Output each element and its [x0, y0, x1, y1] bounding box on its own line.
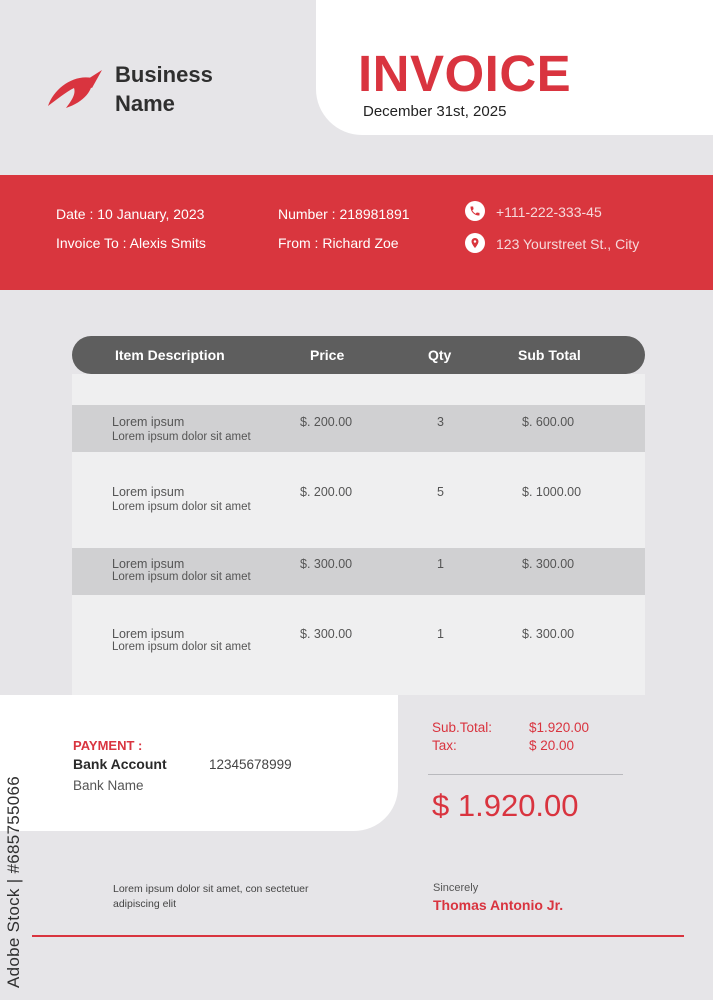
bank-account-label: Bank Account: [73, 756, 167, 772]
table-row-price: $. 300.00: [300, 557, 353, 571]
footer-note: Lorem ipsum dolor sit amet, con sectetuer adipiscing elit: [113, 883, 309, 910]
column-header-subtotal: Sub Total: [518, 347, 581, 363]
business-name-line1: Business: [115, 62, 213, 87]
table-row-price: $. 300.00: [300, 627, 353, 641]
table-row-qty: 1: [437, 627, 444, 641]
table-row-qty: 1: [437, 557, 444, 571]
bank-name: Bank Name: [73, 778, 144, 793]
table-row-subtotal: $. 300.00: [522, 627, 575, 641]
location-pin-icon: [465, 233, 485, 253]
table-row-subtotal: $. 1000.00: [522, 485, 582, 499]
phone-icon: [465, 201, 485, 221]
info-phone: +111-222-333-45: [496, 204, 602, 220]
tax-label: Tax:: [432, 738, 457, 753]
rocket-swoosh-logo: [44, 66, 106, 114]
payment-label: PAYMENT :: [73, 738, 143, 753]
table-row-description: Lorem ipsum Lorem ipsum dolor sit amet: [112, 627, 251, 653]
info-number: Number : 218981891: [278, 206, 410, 222]
bank-account-number: 12345678999: [209, 757, 292, 772]
business-name-line2: Name: [115, 91, 175, 116]
table-row-qty: 3: [437, 415, 444, 429]
table-row-description: Lorem ipsum Lorem ipsum dolor sit amet: [112, 485, 251, 513]
table-row-price: $. 200.00: [300, 485, 353, 499]
sincerely-label: Sincerely: [433, 882, 479, 894]
table-row-price: $. 200.00: [300, 415, 353, 429]
column-header-price: Price: [310, 347, 345, 363]
table-row-description: Lorem ipsum Lorem ipsum dolor sit amet: [112, 557, 251, 583]
table-body: [72, 374, 645, 695]
info-date: Date : 10 January, 2023: [56, 206, 205, 222]
column-header-description: Item Description: [115, 347, 225, 363]
signer-name: Thomas Antonio Jr.: [433, 897, 564, 913]
subtotal-value: $1.920.00: [529, 720, 590, 735]
payment-card: [0, 695, 398, 831]
info-from: From : Richard Zoe: [278, 235, 399, 251]
invoice-title: INVOICE: [358, 45, 572, 102]
totals-divider: [428, 774, 623, 775]
info-invoice-to: Invoice To : Alexis Smits: [56, 235, 206, 251]
tax-value: $ 20.00: [529, 738, 575, 753]
table-row-subtotal: $. 300.00: [522, 557, 575, 571]
info-address: 123 Yourstreet St., City: [496, 236, 640, 252]
stock-watermark-text: Adobe Stock | #685755066: [4, 775, 23, 988]
table-header: [72, 336, 645, 374]
table-row-description: Lorem ipsum Lorem ipsum dolor sit amet: [112, 415, 251, 443]
column-header-qty: Qty: [428, 347, 452, 363]
table-row-subtotal: $. 600.00: [522, 415, 575, 429]
footer-divider: [32, 935, 684, 937]
subtotal-label: Sub.Total:: [432, 720, 493, 735]
invoice-date: December 31st, 2025: [363, 103, 507, 120]
table-row-qty: 5: [437, 485, 444, 499]
grand-total: $ 1.920.00: [432, 788, 579, 823]
business-name: [115, 60, 275, 118]
info-band: [0, 175, 713, 290]
